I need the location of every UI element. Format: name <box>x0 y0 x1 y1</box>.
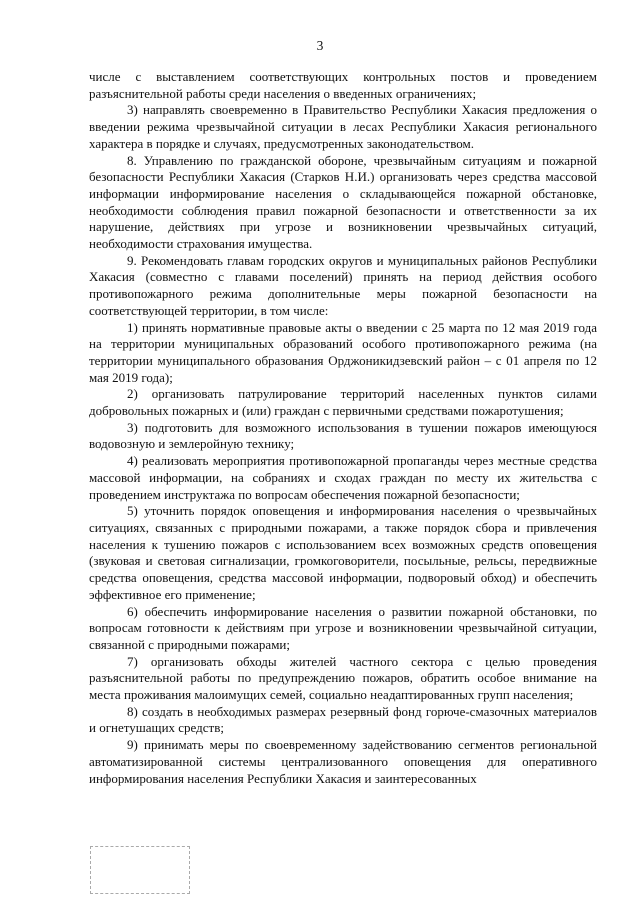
document-stamp <box>90 846 190 894</box>
paragraph-continuation: числе с выставлением соответствующих контрольных постов и проведением разъяснительной работы среди населения о введенных ограничениях; <box>89 69 597 101</box>
paragraph-item-9-6: 6) обеспечить информирование населения о развитии пожарной обстановки, по вопросам готовности к действиям при угрозе и возникновении чрезвычайной ситуации, связанной с природными пожарами; <box>89 603 597 652</box>
paragraph-item-9-3: 3) подготовить для возможного использования в тушении пожаров имеющуюся водовозную и землеройную технику; <box>89 419 597 452</box>
paragraph-item-9-7: 7) организовать обходы жителей частного сектора с целью проведения разъяснительной работы по предупреждению пожаров, обратить особое внимание на места проживания малоимущих семей, социально неадаптированных групп населения; <box>89 653 597 703</box>
paragraph-item-9-9: 9) принимать меры по своевременному задействованию сегментов региональной автоматизированной системы централизованного оповещения для оперативного информирования населения Республики Хакасия и заинтересованных <box>89 737 597 786</box>
paragraph-item-9-4: 4) реализовать мероприятия противопожарной пропаганды через местные средства массовой информации, на собраниях и сходах граждан по месту их жительства с проведением инструктажа по вопросам обеспечения пожарной безопасности; <box>89 453 597 502</box>
paragraph-item-9-2: 2) организовать патрулирование территорий населенных пунктов силами добровольных пожарных и (или) граждан с первичными средствами пожаротушения; <box>89 386 597 419</box>
paragraph-section-8: 8. Управлению по гражданской обороне, чрезвычайным ситуациям и пожарной безопасности Республики Хакасия (Старков Н.И.) организовать через средства массовой информации информирование населения о складывающейся пожарной обстановке, необходимости соблюдения правил пожарной безопасности и ответственности за их нарушение, действиях при угрозе и возникновении чрезвычайных ситуаций, необходимости страхования имущества. <box>89 152 597 252</box>
paragraph-item-9-8: 8) создать в необходимых размерах резервный фонд горюче-смазочных материалов и огнетушащих средств; <box>89 703 597 736</box>
paragraph-section-9: 9. Рекомендовать главам городских округов и муниципальных районов Республики Хакасия (совместно с главами поселений) принять на период действия особого противопожарного режима дополнительные меры пожарной безопасности на соответствующей территории, в том числе: <box>89 252 597 318</box>
document-body <box>89 69 597 787</box>
paragraph-item-9-1: 1) принять нормативные правовые акты о введении с 25 марта по 12 мая 2019 года на территории муниципальных образований особого противопожарного режима (на территории муниципального образования Орджоникидзевский район – с 01 апреля по 12 мая 2019 года); <box>89 319 597 385</box>
paragraph-item-9-5: 5) уточнить порядок оповещения и информирования населения о чрезвычайных ситуациях, связанных с природными пожарами, а также порядок сбора и привлечения населения к тушению пожаров с использованием всех возможных средств оповещения (звуковая и световая сигнализации, громкоговорители, посыльные, рельсы, передвижные средства оповещения, средства массовой информации, подворовый обход) и обеспечить эффективное его применение; <box>89 503 597 602</box>
page-number: 3 <box>316 38 324 53</box>
paragraph-item-7-3: 3) направлять своевременно в Правительство Республики Хакасия предложения о введении режима чрезвычайной ситуации в лесах Республики Хакасия регионального характера в порядке и случаях, предусмотренных законодательством. <box>89 102 597 151</box>
